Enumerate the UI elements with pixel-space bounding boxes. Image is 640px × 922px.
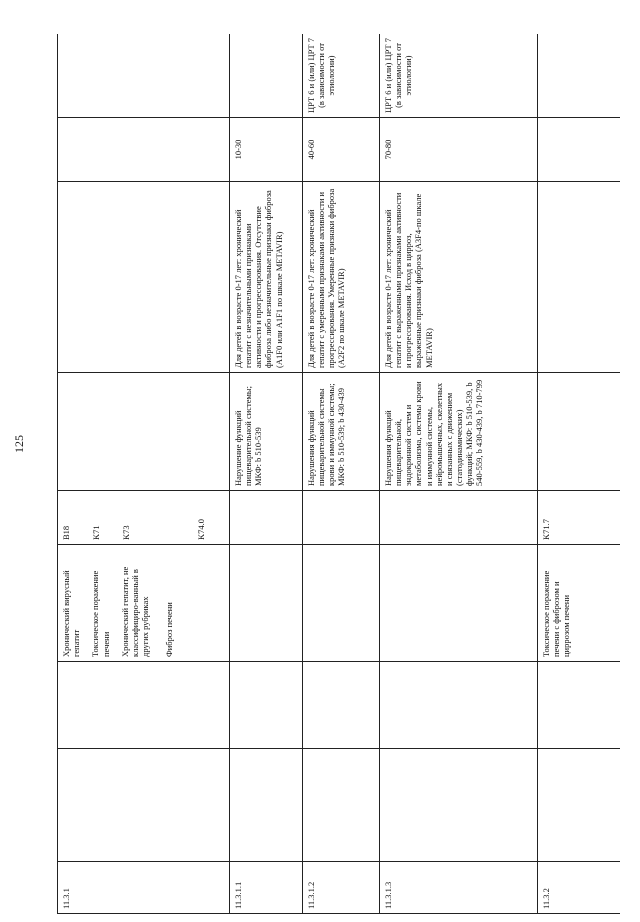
criteria-cell: Для детей в возрасте 0-17 лет: хронический гепатит с выраженными признаками активности и прогрессирования. Исход в цирроз, выраженные признаки фиброза (A3F4-по шкале METAVIR) [379,182,537,373]
function-cell: Нарушение функций пищеварительной системы; МКФ: b 510-539 [229,373,302,491]
table-row [58,34,230,914]
empty-cell [537,662,620,749]
criteria-cell [537,182,620,373]
table-row [302,34,379,914]
icd-code: K71.7 [540,518,551,540]
criteria-cell [58,182,230,373]
note-cell [229,34,302,118]
function-cell: Нарушения функций пищеварительной, эндокринной систем и метаболизма, системы крови и иммунной системы, нейромышечных, скелетных и связанных с движением (статодинамических) функций; МКФ: b 510-539, b 540-559, b 430-439, b 710-799 [379,373,537,491]
icd-code: B18 [61,525,71,540]
empty-cell [229,491,302,545]
icd-code: K73 [121,525,132,540]
page-number: 125 [12,435,26,453]
percent-cell [537,118,620,182]
percent-cell: 40-60 [302,118,379,182]
note-cell: ЦРТ 6 и (или) ЦРТ 7 (в зависимости от этиологии) [302,34,379,118]
function-cell [58,373,230,491]
note-cell [58,34,230,118]
empty-cell [537,749,620,862]
row-code: 11.3.2 [537,862,620,914]
empty-cell [379,491,537,545]
empty-cell [58,749,230,862]
empty-cell [302,662,379,749]
empty-cell [302,749,379,862]
icd-code: K71 [91,525,102,540]
row-code: 11.3.1.3 [379,862,537,914]
empty-cell [229,545,302,662]
empty-cell [58,662,230,749]
function-cell [537,373,620,491]
table-row [229,34,302,914]
diagnosis-name: Токсическое поражение печени [90,570,111,657]
diagnosis-name: Хронический вирусный гепатит [61,570,82,657]
percent-cell [58,118,230,182]
diagnosis-name: Фиброз печени [164,602,175,657]
diagnosis-name: Токсическое поражение печени с фиброзом и циррозом печени [540,570,572,657]
note-cell: ЦРТ 6 и (или) ЦРТ 7 (в зависимости от этиологии) [379,34,537,118]
empty-cell [302,545,379,662]
row-code: 11.3.1 [58,862,230,914]
icd-code-cell [537,491,620,545]
empty-cell [229,749,302,862]
disability-criteria-table [57,34,620,914]
empty-cell [379,545,537,662]
diagnosis-cell [537,545,620,662]
percent-cell: 10-30 [229,118,302,182]
function-cell: Нарушения функций пищеварительной системы крови и иммунной системы; МКФ: b 510-539; b 430-439 [302,373,379,491]
rotated-page-content [57,34,620,914]
icd-code: K74.0 [195,518,206,540]
empty-cell [229,662,302,749]
table-viewport [57,34,620,914]
row-code: 11.3.1.2 [302,862,379,914]
table-row [537,34,620,914]
empty-cell [302,491,379,545]
note-cell [537,34,620,118]
diagnosis-name: Хронический гепатит, не классифициро-ванный в других рубриках [119,566,151,657]
empty-cell [379,749,537,862]
empty-cell [379,662,537,749]
row-code: 11.3.1.1 [229,862,302,914]
criteria-cell: Для детей в возрасте 0-17 лет: хронический гепатит с умеренными признаками активности и прогрессирования. Умеренные признаки фиброза (A2F2 по шкале METAVIR) [302,182,379,373]
percent-cell: 70-80 [379,118,537,182]
icd-code-cell [58,491,230,545]
table-row [379,34,537,914]
criteria-cell: Для детей в возрасте 0-17 лет: хронический гепатит с незначительными признаками активности и прогрессирования. Отсутствие фиброза либо незначительные признаки фиброза (A1F0 или A1F1 по шкале METAVIR) [229,182,302,373]
diagnosis-cell [58,545,230,662]
